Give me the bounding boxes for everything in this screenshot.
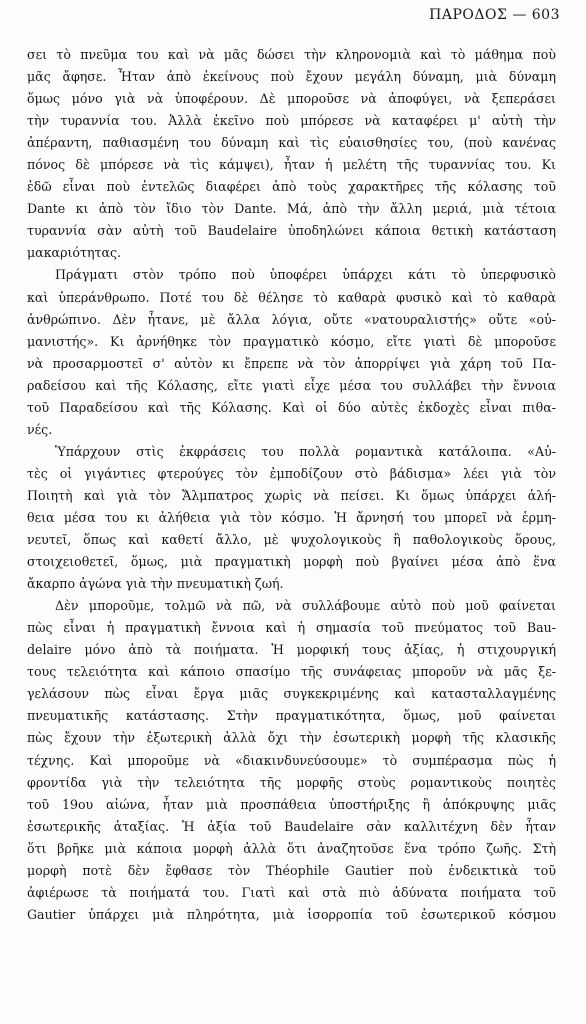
text-line: μανιστής». Κι ἀρνήθηκε τὸν πραγματικὸ κόσμο, εἴτε γιατὶ δὲ μποροῦσε [27,333,556,349]
text-line: νὰ προσαρμοστεῖ σ' αὐτὸν κι ἔπρεπε νὰ τὸν ἀπορρίψει γιὰ χάρη τοῦ Πα- [27,355,556,371]
text-line: τοῦ 19ου αἰώνα, ἦταν μιὰ προσπάθεια ὑποστήριξης ἢ ἀπόκρυψης μιᾶς [27,796,556,812]
text-line: σει τὸ πνεῦμα του καὶ νὰ μᾶς δώσει τὴν κληρονομιὰ καὶ τὸ μάθημα ποὺ [27,47,556,62]
text-line: Gautier ὑπάρχει μιὰ πληρότητα, μιὰ ἰσορροπία τοῦ ἐσωτερικοῦ κόσμου [27,906,556,922]
text-line: τους τελειότητα καὶ κάποιο σπασίμο τῆς συνάφειας μποροῦν νὰ μᾶς ξε- [27,664,556,680]
text-line: γελάσουν πὼς εἶναι ἔργα μιᾶς συγκεκριμένης καὶ κατασταλλαγμένης [27,686,556,702]
text-line: ἀπέραντη, παθιασμένη του δύναμη καὶ τὶς εὐαισθησίες του, (ποὺ κανένας [27,135,556,151]
text-line: τὴν τυραννία του. Ἀλλὰ ἐκεῖνο ποὺ μπόρεσε νὰ καταφέρει μ' αὐτὴ τὴν [27,113,556,129]
text-line: τοῦ Παραδείσου καὶ τῆς Κόλασης. Καὶ οἱ δύο αὐτὲς ἐκδοχὲς εἶναι πιθα- [27,399,556,415]
text-line: ἐσωτερικῆς ἀταξίας. Ἡ ἀξία τοῦ Baudelaire σὰν καλλιτέχνη δὲν ἦταν [27,818,556,834]
text-line: νευτεῖ, ὅπως καὶ καθετί ἄλλο, μὲ ψυχολογικοὺς ἢ παθολογικοὺς ὅρους, [27,532,556,548]
text-line: μορφὴ ποτὲ δὲν ἔφθασε τὸν Théophile Gautier ποὺ ἐνδεικτικὰ τοῦ [27,862,556,878]
text-line: μακαριότητας. [27,245,122,261]
text-line: φροντίδα γιὰ τὴν τελειότητα τῆς μορφῆς στοὺς ρομαντικοὺς ποιητὲς [27,774,556,790]
text-line: μᾶς ἄφησε. Ἦταν ἀπὸ ἐκείνους ποὺ ἔχουν μεγάλη δύναμη, μιὰ δύναμη [27,69,556,85]
text-line: τέχνης. Καὶ μποροῦμε νὰ «διακινδυνεύσουμε» τὸ συμπέρασμα πὼς ἡ [27,752,556,768]
body-text [27,44,556,926]
text-line: καὶ ὑπεράνθρωπο. Ποτέ του δὲ θέλησε τὸ καθαρὰ φυσικὸ καὶ τὸ καθαρὰ [27,289,556,305]
text-line: τυραννία σὰν αὐτὴ τοῦ Baudelaire ὑποδηλώνει κάποια θετικὴ κατάσταση [27,223,556,239]
text-line: Πράγματι στὸν τρόπο ποὺ ὑποφέρει ὑπάρχει κάτι τὸ ὑπερφυσικὸ [55,267,556,283]
text-line: ἀνθρώπινο. Δὲν ἦτανε, μὲ ἄλλα λόγια, οὔτε «νατουραλιστής» οὔτε «οὐ- [27,311,556,327]
text-line: πόνος δὲ μπόρεσε νὰ τὶς κάμψει), ἦταν ἡ μελέτη τῆς τυραννίας του. Κι [27,157,556,173]
text-line: ἄκαρπο ἀγώνα γιὰ τὴν πνευματικὴ ζωή. [27,576,284,592]
text-line: ὅτι βρῆκε μιὰ κάποια μορφὴ ἀλλὰ ὅτι ἀναζητοῦσε ἕνα τρόπο ζωῆς. Στὴ [27,840,556,856]
text-line: ραδείσου καὶ τῆς Κόλασης, εἴτε γιατὶ εἶχε μέσα του συλλάβει τὴν ἔννοια [27,377,556,393]
text-line: delaire μόνο ἀπὸ τὰ ποιήματα. Ἡ μορφική τους ἀξίας, ἡ στιχουργική [27,642,556,658]
text-line: πὼς ἔχουν τὴν ἐξωτερικὴ ἀλλὰ ὄχι τὴν ἐσωτερικὴ μορφὴ τῆς κλασικῆς [27,730,556,746]
text-line: Dante κι ἀπὸ τὸν ἴδιο τὸν Dante. Μά, ἀπὸ τὴν ἄλλη μεριά, μιὰ τέτοια [27,201,556,217]
running-head: ΠΑΡΟΔΟΣ — 603 [429,7,560,23]
text-line: θεια μέσα του κι ἀλήθεια γιὰ τὸν κόσμο. Ἡ ἄρνησή του μπορεῖ νὰ ἑρμη- [27,509,556,525]
text-line: τὲς οἱ γιγάντιες φτερούγες τὸν ἐμποδίζουν στὸ βάδισμα» λέει γιὰ τὸν [27,465,556,481]
text-line: Ποιητὴ καὶ γιὰ τὸν Ἄλμπατρος χωρὶς νὰ πείσει. Κι ὅμως ὑπάρχει ἀλή- [27,487,556,503]
text-line: ἀφιέρωσε τὰ ποιήματά του. Γιατὶ καὶ στὰ πιὸ ἀδύνατα ποιήματα τοῦ [27,884,556,900]
text-line: ἐδῶ εἶναι ποὺ ἐντελῶς διαφέρει ἀπὸ τοὺς χαρακτῆρες τῆς κόλασης τοῦ [27,179,556,195]
text-line: πνευματικῆς κατάστασης. Στὴν πραγματικότητα, ὅμως, μοῦ φαίνεται [27,708,556,724]
text-line: πὼς εἶναι ἡ πραγματικὴ ἔννοια καὶ ἡ σημασία τοῦ πνεύματος τοῦ Bau- [27,620,556,636]
text-line: Ὑπάρχουν στὶς ἐκφράσεις του πολλὰ ρομαντικὰ κατάλοιπα. «Αὐ- [55,443,556,459]
text-line: στοιχειοθετεῖ, ὅμως, μιὰ πραγματικὴ μορφὴ ποὺ βγαίνει μέσα ἀπὸ ἕνα [27,554,556,570]
text-line: ὅμως μόνο γιὰ νὰ ὑποφέρουν. Δὲ μποροῦσε νὰ ἀποφύγει, νὰ ξεπεράσει [27,91,556,107]
text-line: Δὲν μποροῦμε, τολμῶ νὰ πῶ, νὰ συλλάβουμε αὐτὸ ποὺ μοῦ φαίνεται [55,598,556,614]
text-line: νές. [27,421,53,437]
